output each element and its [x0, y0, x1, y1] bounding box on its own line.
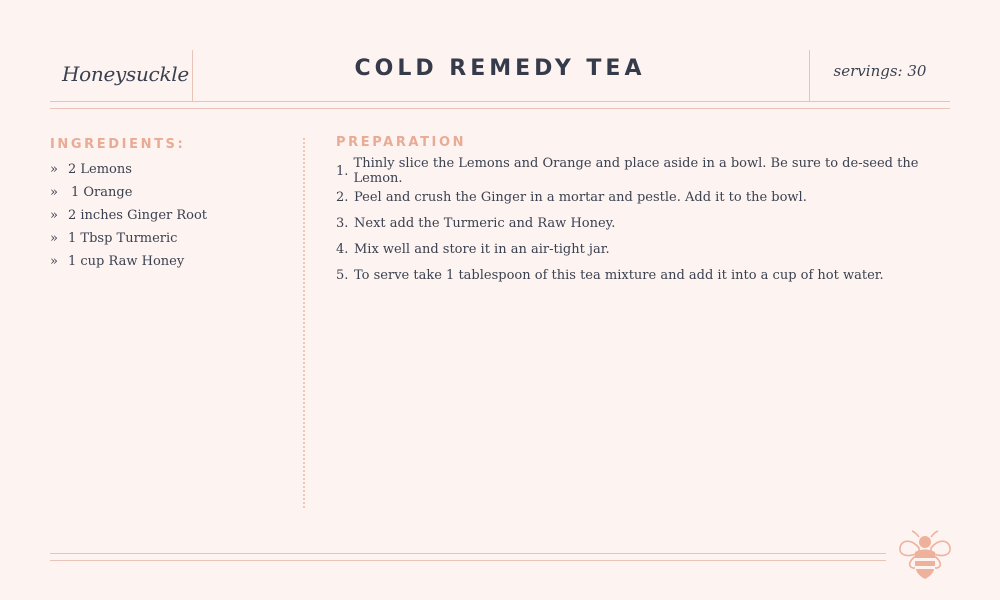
- header-divider-left: [192, 50, 193, 101]
- list-item: [50, 158, 207, 181]
- step-number: 5.: [336, 267, 349, 283]
- ingredient-text: 1 Orange: [71, 185, 133, 200]
- step-text: To serve take 1 tablespoon of this tea mixture and add it into a cup of hot water.: [354, 267, 884, 283]
- list-item: [50, 204, 207, 227]
- step-number: 2.: [336, 189, 349, 205]
- step-number: 4.: [336, 241, 349, 257]
- ingredient-text: 1 Tbsp Turmeric: [68, 231, 178, 246]
- list-item: [50, 227, 207, 250]
- ingredients-list: [50, 158, 207, 273]
- step-text: Thinly slice the Lemons and Orange and place aside in a bowl. Be sure to de-seed the Lemon.: [353, 156, 919, 186]
- brand-logo: Honeysuckle: [62, 62, 189, 86]
- header-rule: [50, 101, 950, 109]
- step-number: 3.: [336, 215, 349, 231]
- bullet-icon: »: [50, 254, 58, 269]
- ingredient-text: 2 Lemons: [68, 162, 132, 177]
- step-text: Mix well and store it in an air-tight jar.: [354, 241, 610, 257]
- list-item: [336, 184, 956, 210]
- list-item: [336, 262, 956, 288]
- list-item: [336, 158, 956, 184]
- footer-rule: [50, 553, 886, 561]
- bee-icon: [897, 528, 953, 582]
- step-text: Peel and crush the Ginger in a mortar and pestle. Add it to the bowl.: [354, 189, 807, 205]
- column-divider: [303, 138, 305, 508]
- list-item: [336, 236, 956, 262]
- bullet-icon: »: [50, 185, 58, 200]
- preparation-steps: [336, 158, 956, 288]
- step-number: 1.: [336, 163, 349, 179]
- list-item: [50, 181, 207, 204]
- recipe-title: COLD REMEDY TEA: [354, 56, 646, 81]
- header-divider-right: [809, 50, 810, 101]
- ingredients-heading: INGREDIENTS:: [50, 137, 186, 152]
- bullet-icon: »: [50, 231, 58, 246]
- list-item: [336, 210, 956, 236]
- bullet-icon: »: [50, 208, 58, 223]
- bullet-icon: »: [50, 162, 58, 177]
- list-item: [50, 250, 207, 273]
- step-text: Next add the Turmeric and Raw Honey.: [354, 215, 616, 231]
- preparation-heading: PREPARATION: [336, 135, 467, 150]
- ingredient-text: 2 inches Ginger Root: [68, 208, 208, 223]
- servings-label: servings: 30: [833, 62, 927, 80]
- ingredient-text: 1 cup Raw Honey: [68, 254, 185, 269]
